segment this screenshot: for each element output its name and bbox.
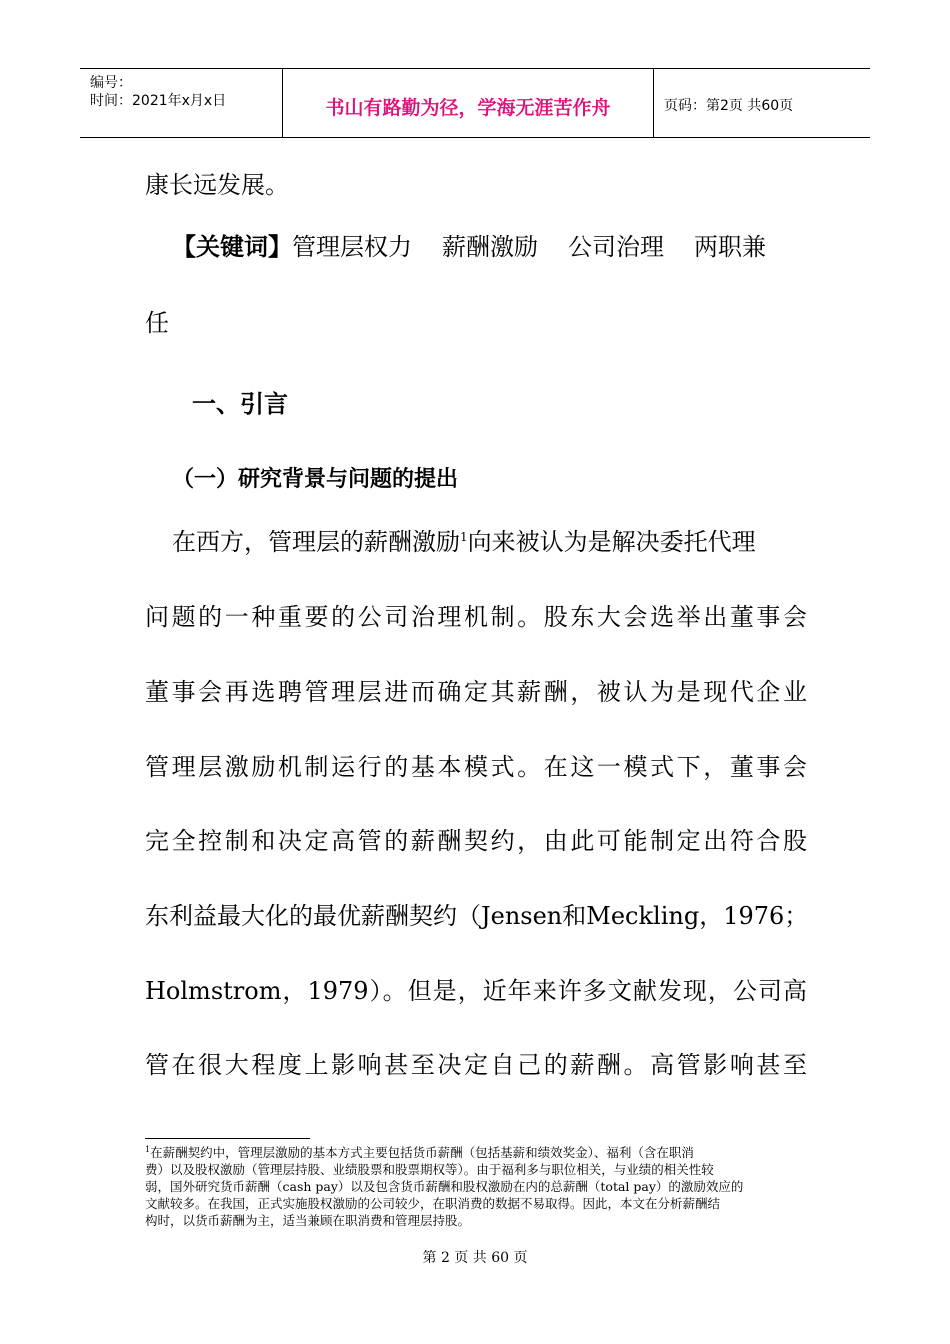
keyword-1: 管理层权力 bbox=[292, 233, 412, 261]
header-page-label: 页码：第2页 共60页 bbox=[664, 98, 794, 114]
footnote-line: 弱，国外研究货币薪酬（cash pay）以及包含货币薪酬和股权激励在内的总薪酬（total pay）的激励效应的 bbox=[145, 1179, 744, 1194]
footnote-text: 在薪酬契约中，管理层激励的基本方式主要包括货币薪酬（包括基薪和绩效奖金）、福利（含在职消 bbox=[150, 1145, 694, 1160]
paragraph-line: 董事会再选聘管理层进而确定其薪酬，被认为是现代企业 bbox=[145, 678, 807, 706]
subsection-title: （一）研究背景与问题的提出 bbox=[172, 467, 459, 492]
paragraph-line: 问题的一种重要的公司治理机制。股东大会选举出董事会 bbox=[145, 603, 807, 631]
keywords-label: 【关键词】 bbox=[172, 233, 292, 261]
header-meta-cell bbox=[80, 69, 280, 137]
paragraph-line: 东利益最大化的最优薪酬契约（Jensen和Meckling，1976； bbox=[145, 902, 809, 930]
header-motto: 书山有路勤为径，学海无涯苦作舟 bbox=[325, 97, 611, 119]
paragraph-first-text-b: 向来被认为是解决委托代理 bbox=[467, 528, 756, 556]
keyword-3: 公司治理 bbox=[568, 233, 664, 261]
paragraph-line: 管理层激励机制运行的基本模式。在这一模式下，董事会 bbox=[145, 753, 807, 781]
keyword-2: 薪酬激励 bbox=[442, 233, 538, 261]
header-motto-cell bbox=[282, 69, 654, 137]
paragraph-line: Holmstrom，1979）。但是，近年来许多文献发现，公司高 bbox=[145, 977, 807, 1005]
paragraph-first-text-a: 在西方，管理层的薪酬激励 bbox=[172, 528, 460, 556]
paragraph-line: 完全控制和决定高管的薪酬契约，由此可能制定出符合股 bbox=[145, 827, 807, 855]
keyword-4: 两职兼 bbox=[694, 233, 766, 261]
keywords-line bbox=[172, 232, 812, 262]
footnote-ref: 1 bbox=[460, 530, 468, 544]
footnote-line: 费）以及股权激励（管理层持股、业绩股票和股票期权等）。由于福利多与职位相关，与业绩的相关性较 bbox=[145, 1162, 714, 1177]
footnote bbox=[145, 1144, 807, 1229]
header-time-label: 时间：2021年x月x日 bbox=[90, 93, 227, 109]
page-header-table bbox=[80, 68, 870, 138]
header-page-cell bbox=[654, 69, 870, 137]
footnote-line-1 bbox=[145, 1144, 807, 1161]
header-number-label: 编号： bbox=[90, 75, 132, 91]
footnote-mark: 1 bbox=[145, 1145, 151, 1154]
footnote-line: 构时，以货币薪酬为主，适当兼顾在职消费和管理层持股。 bbox=[145, 1213, 471, 1228]
paragraph-line: 管在很大程度上影响甚至决定自己的薪酬。高管影响甚至 bbox=[145, 1051, 807, 1079]
paragraph-first-line bbox=[172, 527, 807, 557]
footnote-separator bbox=[145, 1138, 310, 1139]
keywords-wrap: 任 bbox=[145, 309, 169, 337]
footnote-line: 文献较多。在我国，正式实施股权激励的公司较少，在职消费的数据不易取得。因此，本文在分析薪酬结 bbox=[145, 1196, 721, 1211]
text-line-prev: 康长远发展。 bbox=[145, 171, 289, 199]
page-number: 第 2 页 共 60 页 bbox=[422, 1250, 528, 1266]
section-title: 一、引言 bbox=[192, 390, 288, 418]
